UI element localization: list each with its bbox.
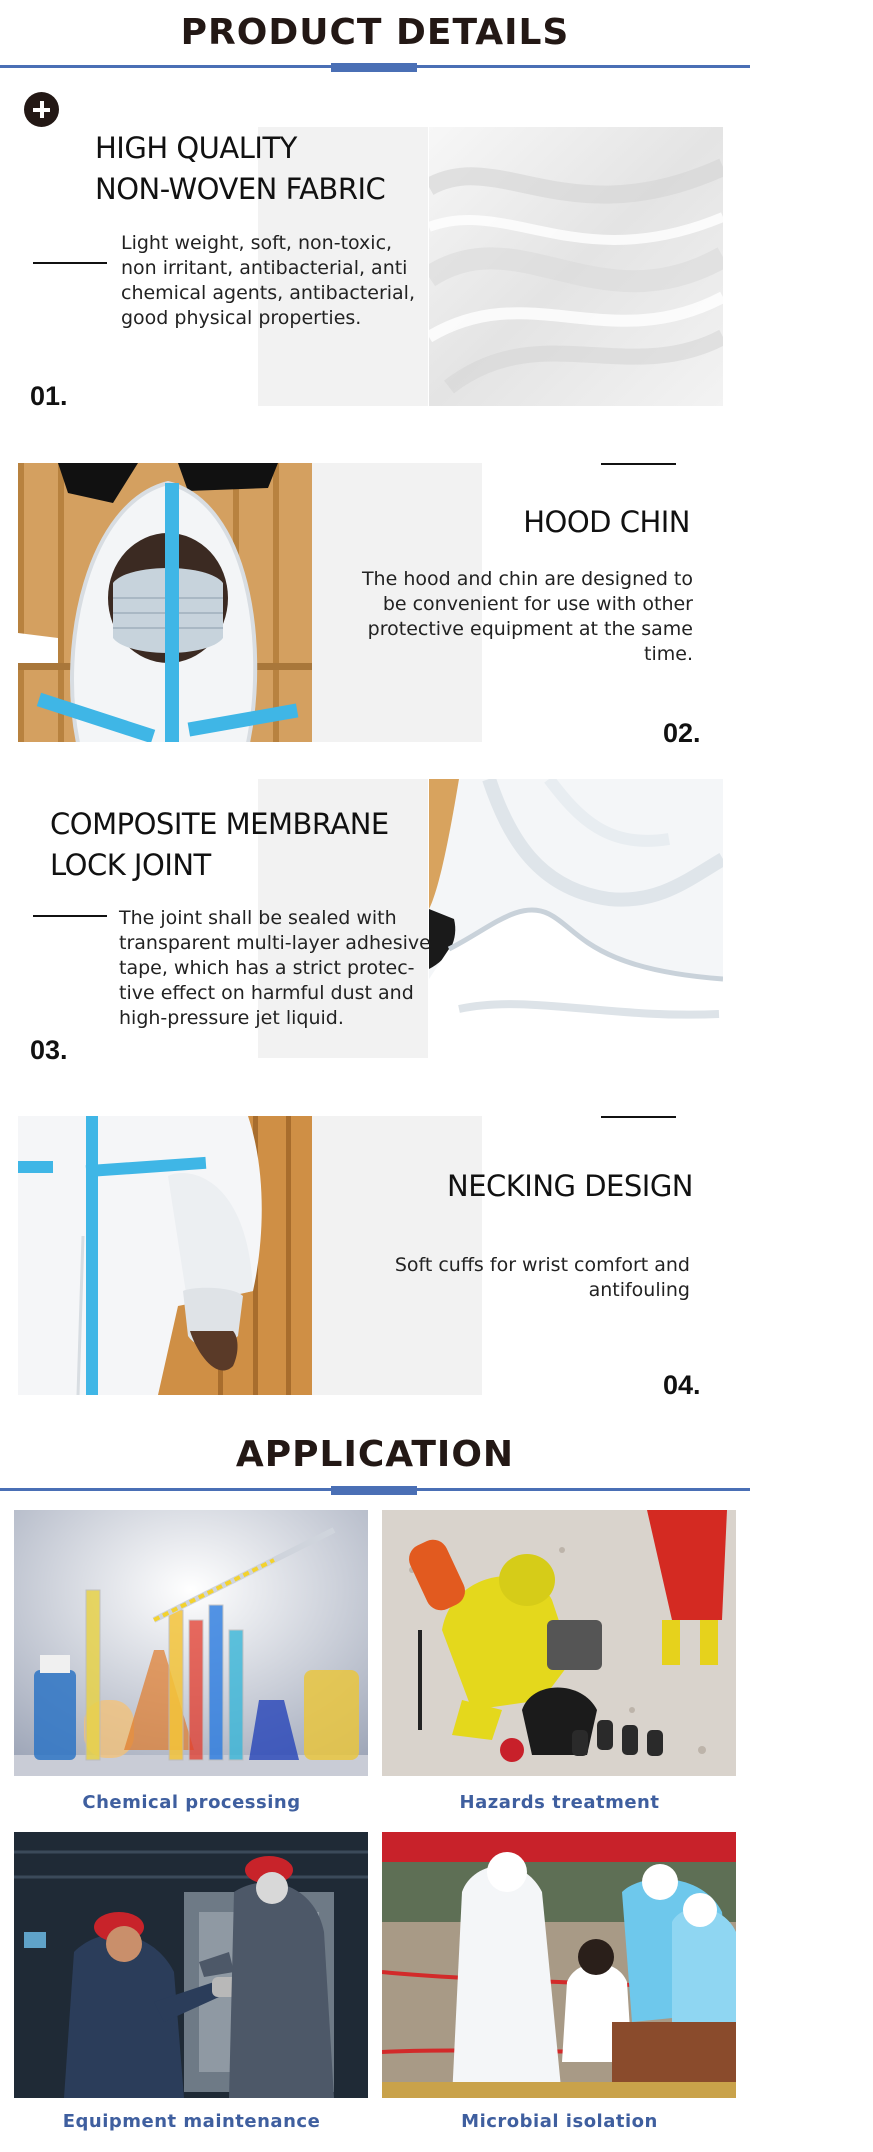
application-divider-accent: [331, 1486, 417, 1495]
feature-01-title-line: NON-WOVEN FABRIC: [95, 172, 386, 206]
feature-01-title: [95, 128, 385, 210]
feature-02-title-line: HOOD CHIN: [523, 505, 690, 539]
feature-02-description-line: The hood and chin are designed to: [361, 568, 693, 590]
medical-staff-photo: [382, 1832, 736, 2098]
membrane-joint-photo-graphic: [429, 779, 723, 1058]
app-caption-equipment-maintenance: Equipment maintenance: [62, 2111, 321, 2132]
lab-glassware-photo: [14, 1510, 368, 1776]
application-title: APPLICATION: [235, 1434, 515, 1475]
cuff-detail-photo: [18, 1116, 312, 1395]
maintenance-workers-photo: [14, 1832, 368, 2098]
app-caption-hazards-treatment: Hazards treatment: [459, 1792, 660, 1813]
feature-02-number: 02.: [663, 718, 701, 748]
feature-01-description-line: non irritant, antibacterial, anti: [121, 257, 408, 279]
feature-04-title-line: NECKING DESIGN: [447, 1169, 693, 1203]
hooded-mask-photo: [18, 463, 312, 742]
hazmat-worker-photo: [382, 1510, 736, 1776]
maintenance-workers-photo-graphic: [14, 1832, 368, 2098]
feature-04-number: 04.: [663, 1370, 701, 1400]
feature-01-number: 01.: [30, 381, 68, 411]
feature-03-title-line: COMPOSITE MEMBRANE: [50, 807, 389, 841]
feature-02-description-line: protective equipment at the same: [367, 618, 693, 640]
white-fabric-photo-graphic: [429, 127, 723, 406]
medical-staff-photo-graphic: [382, 1832, 736, 2098]
white-fabric-photo: [429, 127, 723, 406]
feature-03-description-line: transparent multi-layer adhesive: [119, 932, 431, 954]
hooded-mask-photo-graphic: [18, 463, 312, 742]
feature-01-description-line: good physical properties.: [121, 307, 362, 329]
hazmat-worker-photo-graphic: [382, 1510, 736, 1776]
feature-03-description-line: The joint shall be sealed with: [119, 907, 397, 929]
feature-02-description-line: time.: [644, 643, 693, 665]
membrane-joint-photo: [429, 779, 723, 1058]
feature-04-title: [447, 1166, 693, 1207]
app-caption-chemical-processing: Chemical processing: [82, 1792, 301, 1813]
feature-01-description-line: Light weight, soft, non-toxic,: [121, 232, 393, 254]
feature-04-description-line: Soft cuffs for wrist comfort and: [394, 1254, 690, 1276]
feature-03-dash: [33, 915, 107, 917]
cuff-detail-photo-graphic: [18, 1116, 312, 1395]
feature-01-description-line: chemical agents, antibacterial,: [121, 282, 415, 304]
product-details-title: PRODUCT DETAILS: [180, 12, 570, 53]
plus-circle-icon[interactable]: [24, 92, 59, 127]
lab-glassware-photo-graphic: [14, 1510, 368, 1776]
feature-03-title-line: LOCK JOINT: [50, 848, 211, 882]
feature-03-title: [50, 804, 389, 886]
header-divider-accent: [331, 63, 417, 72]
feature-03-description-line: tive effect on harmful dust and: [119, 982, 414, 1004]
feature-04-description: [395, 1253, 690, 1303]
feature-02-dash: [601, 463, 676, 465]
feature-02-description-line: be convenient for use with other: [382, 593, 693, 615]
feature-01-title-line: HIGH QUALITY: [95, 131, 297, 165]
feature-02-description: [362, 567, 693, 667]
feature-04-description-line: antifouling: [588, 1279, 690, 1301]
feature-03-description: [119, 906, 431, 1031]
feature-01-dash: [33, 262, 107, 264]
feature-02-title: [523, 502, 690, 543]
feature-03-description-line: tape, which has a strict protec-: [119, 957, 415, 979]
app-caption-microbial-isolation: Microbial isolation: [461, 2111, 658, 2132]
feature-04-dash: [601, 1116, 676, 1118]
feature-01-description: [121, 231, 415, 331]
feature-03-description-line: high-pressure jet liquid.: [119, 1007, 344, 1029]
feature-03-number: 03.: [30, 1035, 68, 1065]
